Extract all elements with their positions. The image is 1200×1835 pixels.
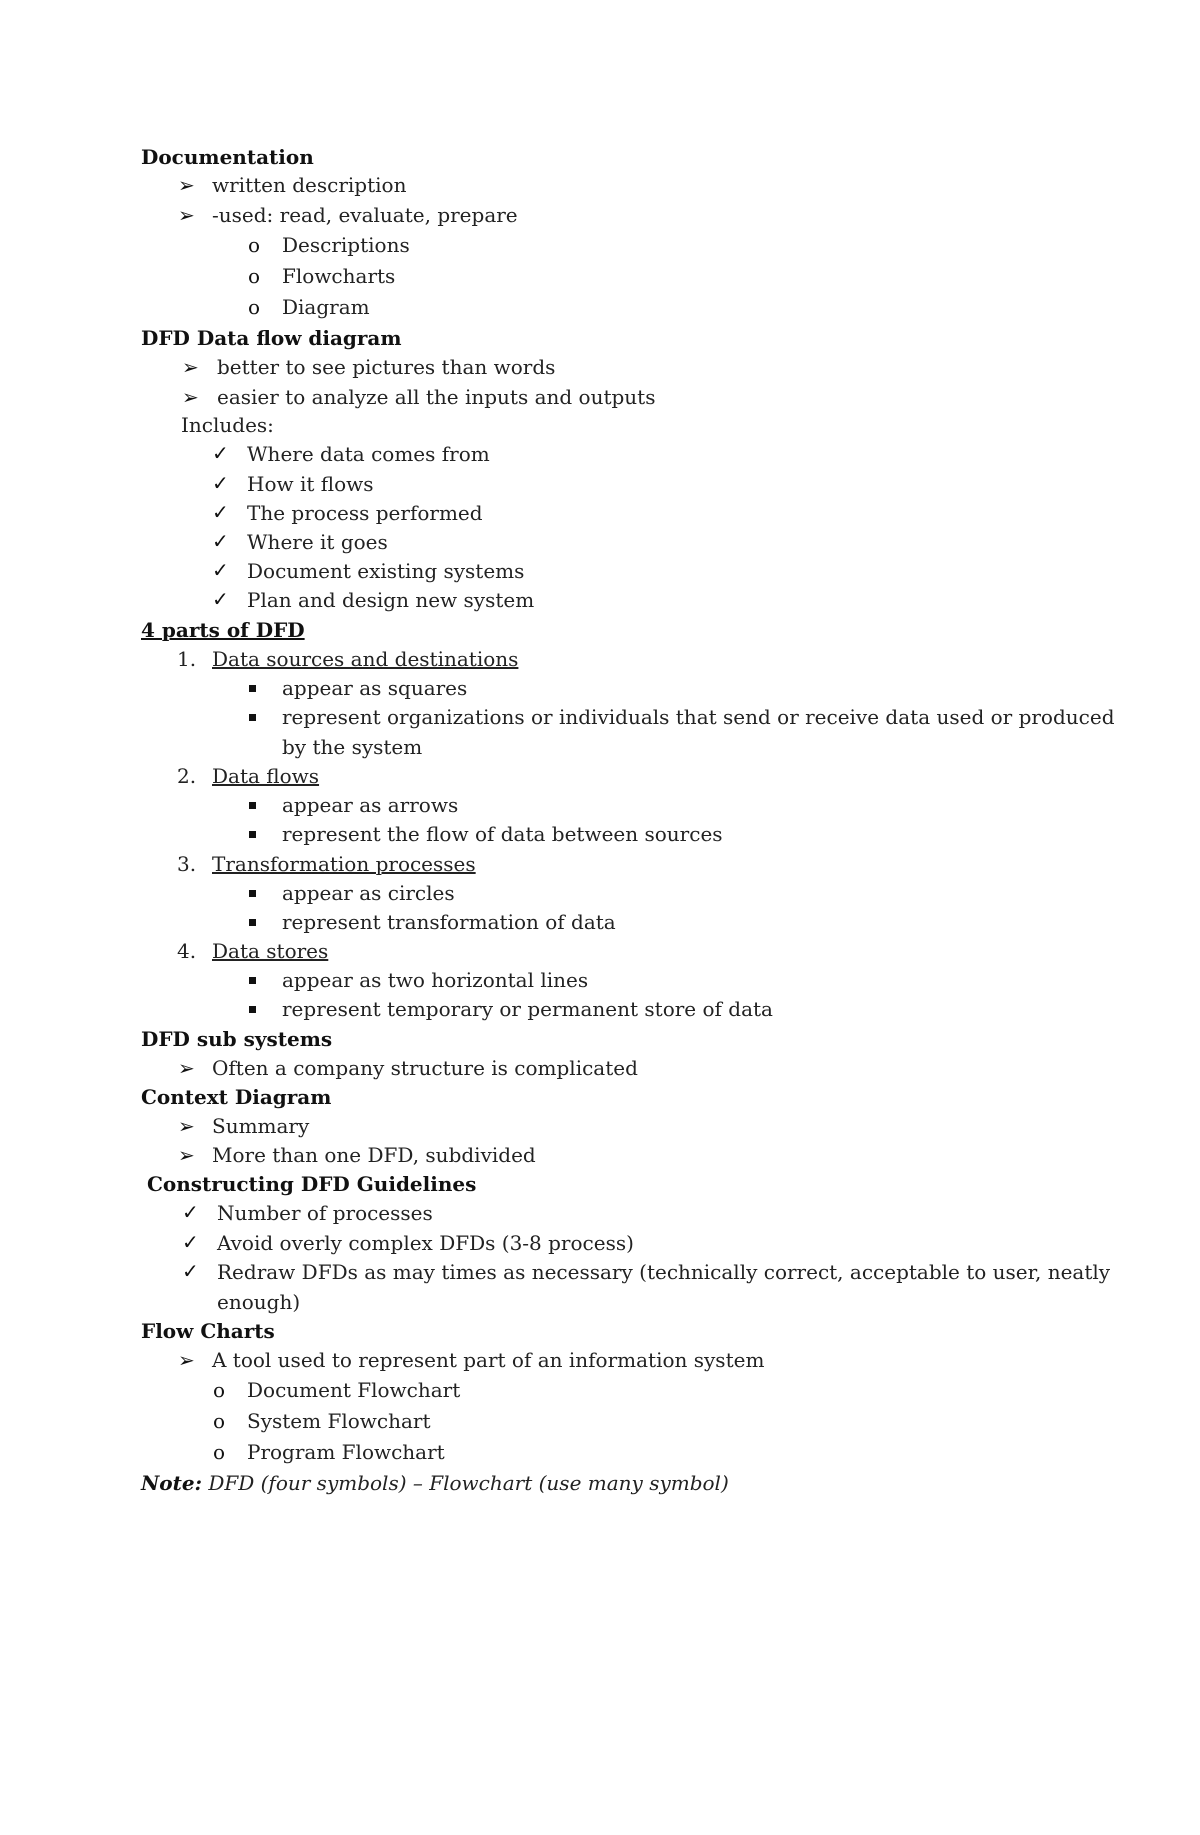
part-title: Data stores: [212, 939, 329, 963]
square-bullet-icon: [249, 685, 256, 692]
circle-bullet-icon: o: [248, 233, 261, 257]
part-title: Data sources and destinations: [212, 647, 519, 671]
circle-bullet-icon: o: [213, 1440, 226, 1464]
list-item: Where data comes from: [247, 442, 490, 466]
check-bullet-icon: ✓: [212, 587, 229, 611]
list-item: A tool used to represent part of an information system: [212, 1348, 765, 1372]
list-item: represent organizations or individuals that send or receive data used or produced: [282, 705, 1115, 729]
arrow-bullet-icon: ➢: [178, 1056, 195, 1080]
arrow-bullet-icon: ➢: [182, 385, 199, 409]
check-bullet-icon: ✓: [182, 1200, 199, 1224]
list-item: appear as circles: [282, 881, 455, 905]
list-item: represent the flow of data between sources: [282, 822, 723, 846]
part-title: Data flows: [212, 764, 320, 788]
list-number: 1.: [177, 647, 197, 671]
includes-label: Includes:: [181, 413, 274, 437]
square-bullet-icon: [249, 802, 256, 809]
section-heading-subsystems: DFD sub systems: [141, 1027, 333, 1051]
square-bullet-icon: [249, 714, 256, 721]
list-item: better to see pictures than words: [217, 355, 556, 379]
list-item: represent temporary or permanent store of data: [282, 997, 773, 1021]
list-item: easier to analyze all the inputs and outputs: [217, 385, 656, 409]
arrow-bullet-icon: ➢: [182, 355, 199, 379]
list-item: More than one DFD, subdivided: [212, 1143, 536, 1167]
section-heading-dfd: DFD Data flow diagram: [141, 326, 402, 350]
list-item: written description: [212, 173, 407, 197]
note-text: DFD (four symbols) – Flowchart (use many symbol): [208, 1471, 729, 1495]
list-item: appear as squares: [282, 676, 468, 700]
check-bullet-icon: ✓: [212, 500, 229, 524]
list-item-continuation: by the system: [282, 735, 423, 759]
list-item: -used: read, evaluate, prepare: [212, 203, 518, 227]
part-title: Transformation processes: [212, 852, 476, 876]
check-bullet-icon: ✓: [212, 529, 229, 553]
list-item: Program Flowchart: [247, 1440, 445, 1464]
circle-bullet-icon: o: [213, 1409, 226, 1433]
list-item: Where it goes: [247, 530, 388, 554]
circle-bullet-icon: o: [248, 264, 261, 288]
square-bullet-icon: [249, 977, 256, 984]
arrow-bullet-icon: ➢: [178, 173, 195, 197]
list-item-continuation: enough): [217, 1290, 301, 1314]
list-item: System Flowchart: [247, 1409, 431, 1433]
note-line: [141, 1469, 729, 1497]
list-item: Diagram: [282, 295, 370, 319]
arrow-bullet-icon: ➢: [178, 1348, 195, 1372]
check-bullet-icon: ✓: [212, 558, 229, 582]
section-heading-context: Context Diagram: [141, 1085, 332, 1109]
list-item: Descriptions: [282, 233, 410, 257]
check-bullet-icon: ✓: [182, 1230, 199, 1254]
section-heading-guidelines: Constructing DFD Guidelines: [147, 1172, 477, 1196]
list-item: Redraw DFDs as may times as necessary (technically correct, acceptable to user, neatly: [217, 1260, 1111, 1284]
list-item: Document existing systems: [247, 559, 525, 583]
section-heading-flowcharts: Flow Charts: [141, 1319, 275, 1343]
list-item: Number of processes: [217, 1201, 433, 1225]
list-number: 4.: [177, 939, 197, 963]
check-bullet-icon: ✓: [182, 1259, 199, 1283]
section-heading-parts: 4 parts of DFD: [141, 618, 305, 642]
list-number: 3.: [177, 852, 197, 876]
square-bullet-icon: [249, 1006, 256, 1013]
circle-bullet-icon: o: [213, 1378, 226, 1402]
check-bullet-icon: ✓: [212, 471, 229, 495]
square-bullet-icon: [249, 919, 256, 926]
list-item: The process performed: [247, 501, 483, 525]
list-item: appear as arrows: [282, 793, 459, 817]
list-item: Plan and design new system: [247, 588, 535, 612]
list-item: Flowcharts: [282, 264, 396, 288]
arrow-bullet-icon: ➢: [178, 1143, 195, 1167]
list-item: Document Flowchart: [247, 1378, 461, 1402]
list-item: represent transformation of data: [282, 910, 616, 934]
arrow-bullet-icon: ➢: [178, 203, 195, 227]
circle-bullet-icon: o: [248, 295, 261, 319]
note-label: Note:: [141, 1471, 202, 1495]
list-item: Often a company structure is complicated: [212, 1056, 638, 1080]
arrow-bullet-icon: ➢: [178, 1114, 195, 1138]
list-item: Avoid overly complex DFDs (3-8 process): [217, 1231, 634, 1255]
list-item: Summary: [212, 1114, 310, 1138]
check-bullet-icon: ✓: [212, 441, 229, 465]
square-bullet-icon: [249, 831, 256, 838]
square-bullet-icon: [249, 890, 256, 897]
section-heading-documentation: Documentation: [141, 145, 314, 169]
list-item: How it flows: [247, 472, 374, 496]
list-number: 2.: [177, 764, 197, 788]
list-item: appear as two horizontal lines: [282, 968, 589, 992]
